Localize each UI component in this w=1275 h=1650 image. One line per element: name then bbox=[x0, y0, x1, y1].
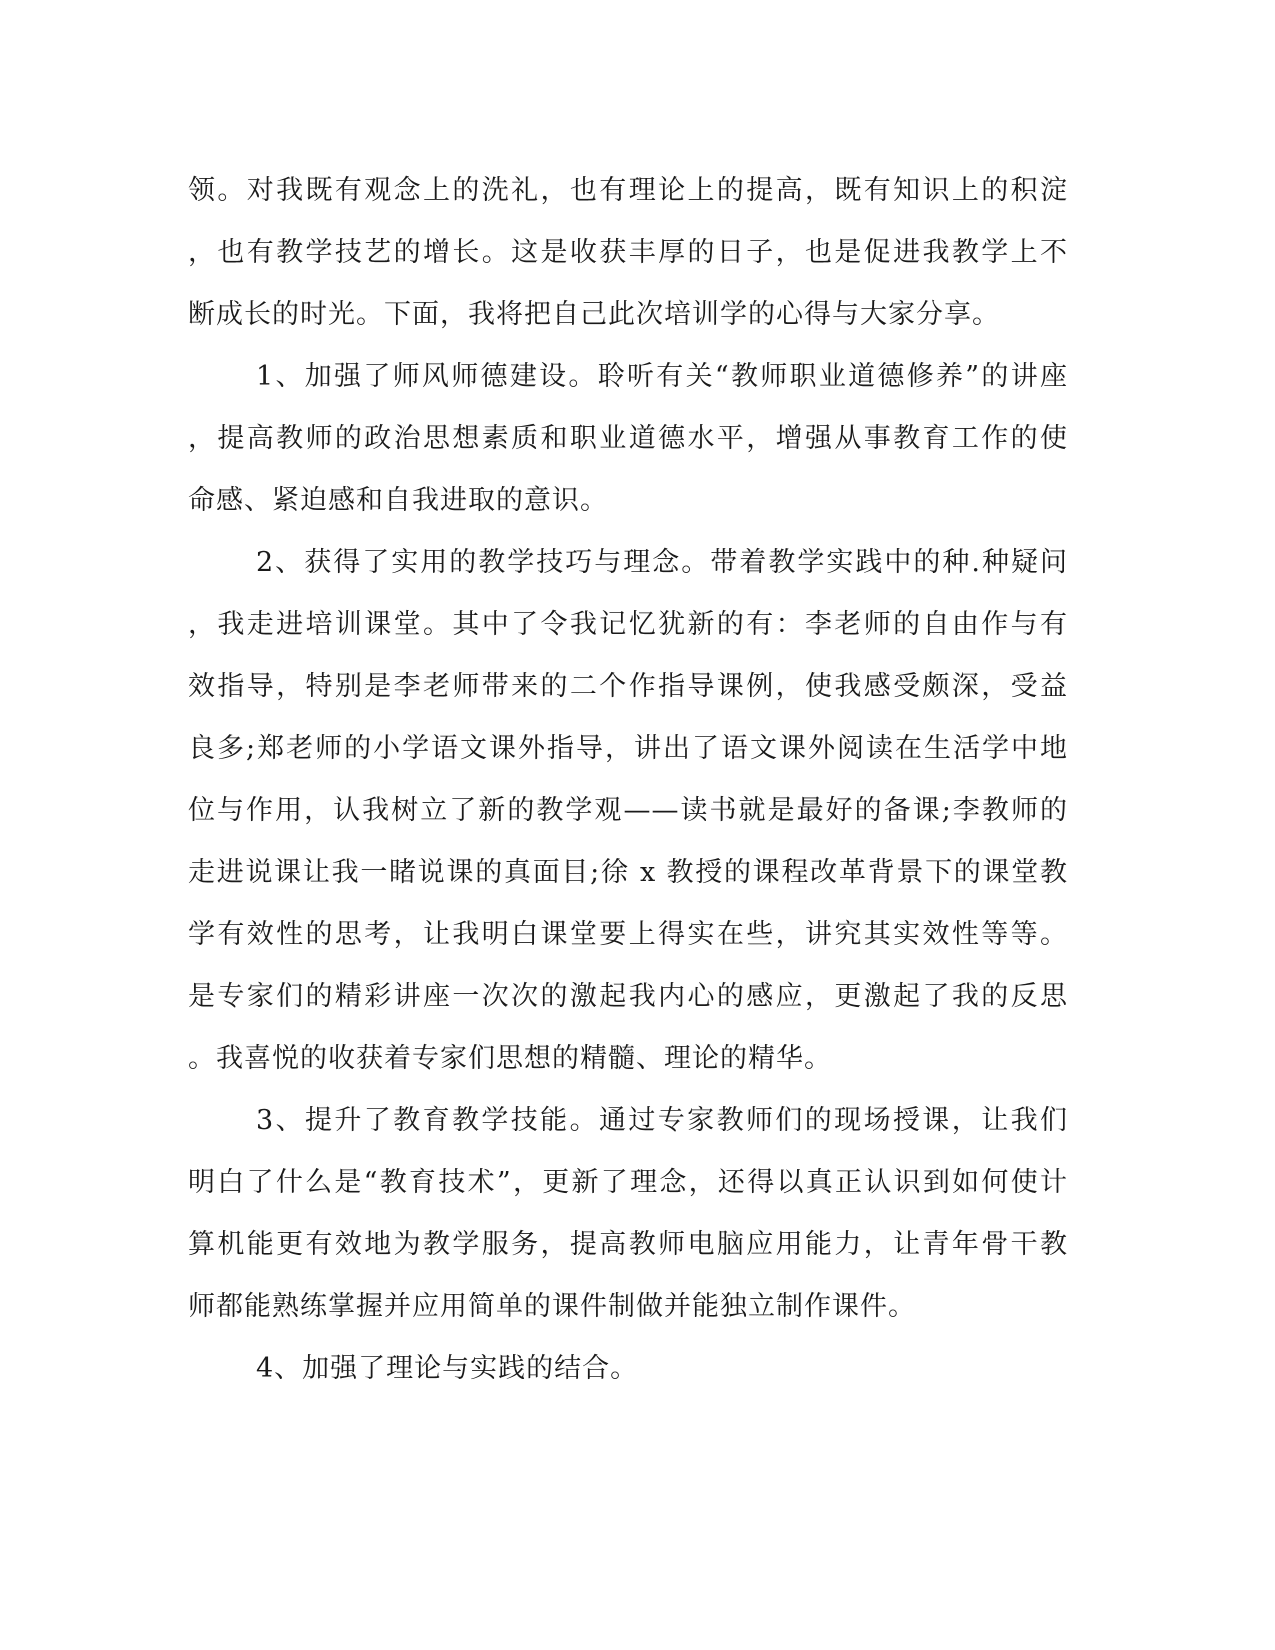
text-line: 2、获得了实用的教学技巧与理念。带着教学实践中的种.种疑问 bbox=[256, 547, 1068, 578]
text-line: 良多;郑老师的小学语文课外指导，讲出了语文课外阅读在生活学中地 bbox=[188, 733, 1068, 764]
text-line: 走进说课让我一睹说课的真面目;徐 x 教授的课程改革背景下的课堂教 bbox=[188, 857, 1068, 888]
text-line: 师都能熟练掌握并应用简单的课件制做并能独立制作课件。 bbox=[188, 1291, 916, 1322]
text-line: 明白了什么是“教育技术”，更新了理念，还得以真正认识到如何使计 bbox=[188, 1167, 1068, 1198]
text-line: 效指导，特别是李老师带来的二个作指导课例，使我感受颇深，受益 bbox=[188, 671, 1068, 702]
text-line: 3、提升了教育教学技能。通过专家教师们的现场授课，让我们 bbox=[256, 1105, 1068, 1136]
text-line: 位与作用，认我树立了新的教学观——读书就是最好的备课;李教师的 bbox=[188, 795, 1068, 826]
document-body bbox=[188, 160, 1068, 1400]
paragraph-1 bbox=[188, 160, 1068, 346]
text-line: 1、加强了师风师德建设。聆听有关“教师职业道德修养”的讲座 bbox=[256, 361, 1068, 392]
text-line: ，我走进培训课堂。其中了令我记忆犹新的有：李老师的自由作与有 bbox=[188, 609, 1068, 640]
text-line: 4、加强了理论与实践的结合。 bbox=[256, 1353, 639, 1384]
text-line: 。我喜悦的收获着专家们思想的精髓、理论的精华。 bbox=[188, 1043, 832, 1074]
paragraph-4 bbox=[188, 1090, 1068, 1338]
paragraph-5 bbox=[188, 1338, 1068, 1400]
paragraph-2 bbox=[188, 346, 1068, 532]
text-line: ，提高教师的政治思想素质和职业道德水平，增强从事教育工作的使 bbox=[188, 423, 1068, 454]
text-line: 命感、紧迫感和自我进取的意识。 bbox=[188, 485, 608, 516]
text-line: 领。对我既有观念上的洗礼，也有理论上的提高，既有知识上的积淀 bbox=[188, 175, 1068, 206]
text-line: 是专家们的精彩讲座一次次的激起我内心的感应，更激起了我的反思 bbox=[188, 981, 1068, 1012]
text-line: 算机能更有效地为教学服务，提高教师电脑应用能力，让青年骨干教 bbox=[188, 1229, 1068, 1260]
text-line: 学有效性的思考，让我明白课堂要上得实在些，讲究其实效性等等。 bbox=[188, 919, 1068, 950]
text-line: ，也有教学技艺的增长。这是收获丰厚的日子，也是促进我教学上不 bbox=[188, 237, 1068, 268]
paragraph-3 bbox=[188, 532, 1068, 1090]
text-line: 断成长的时光。下面，我将把自己此次培训学的心得与大家分享。 bbox=[188, 299, 1000, 330]
